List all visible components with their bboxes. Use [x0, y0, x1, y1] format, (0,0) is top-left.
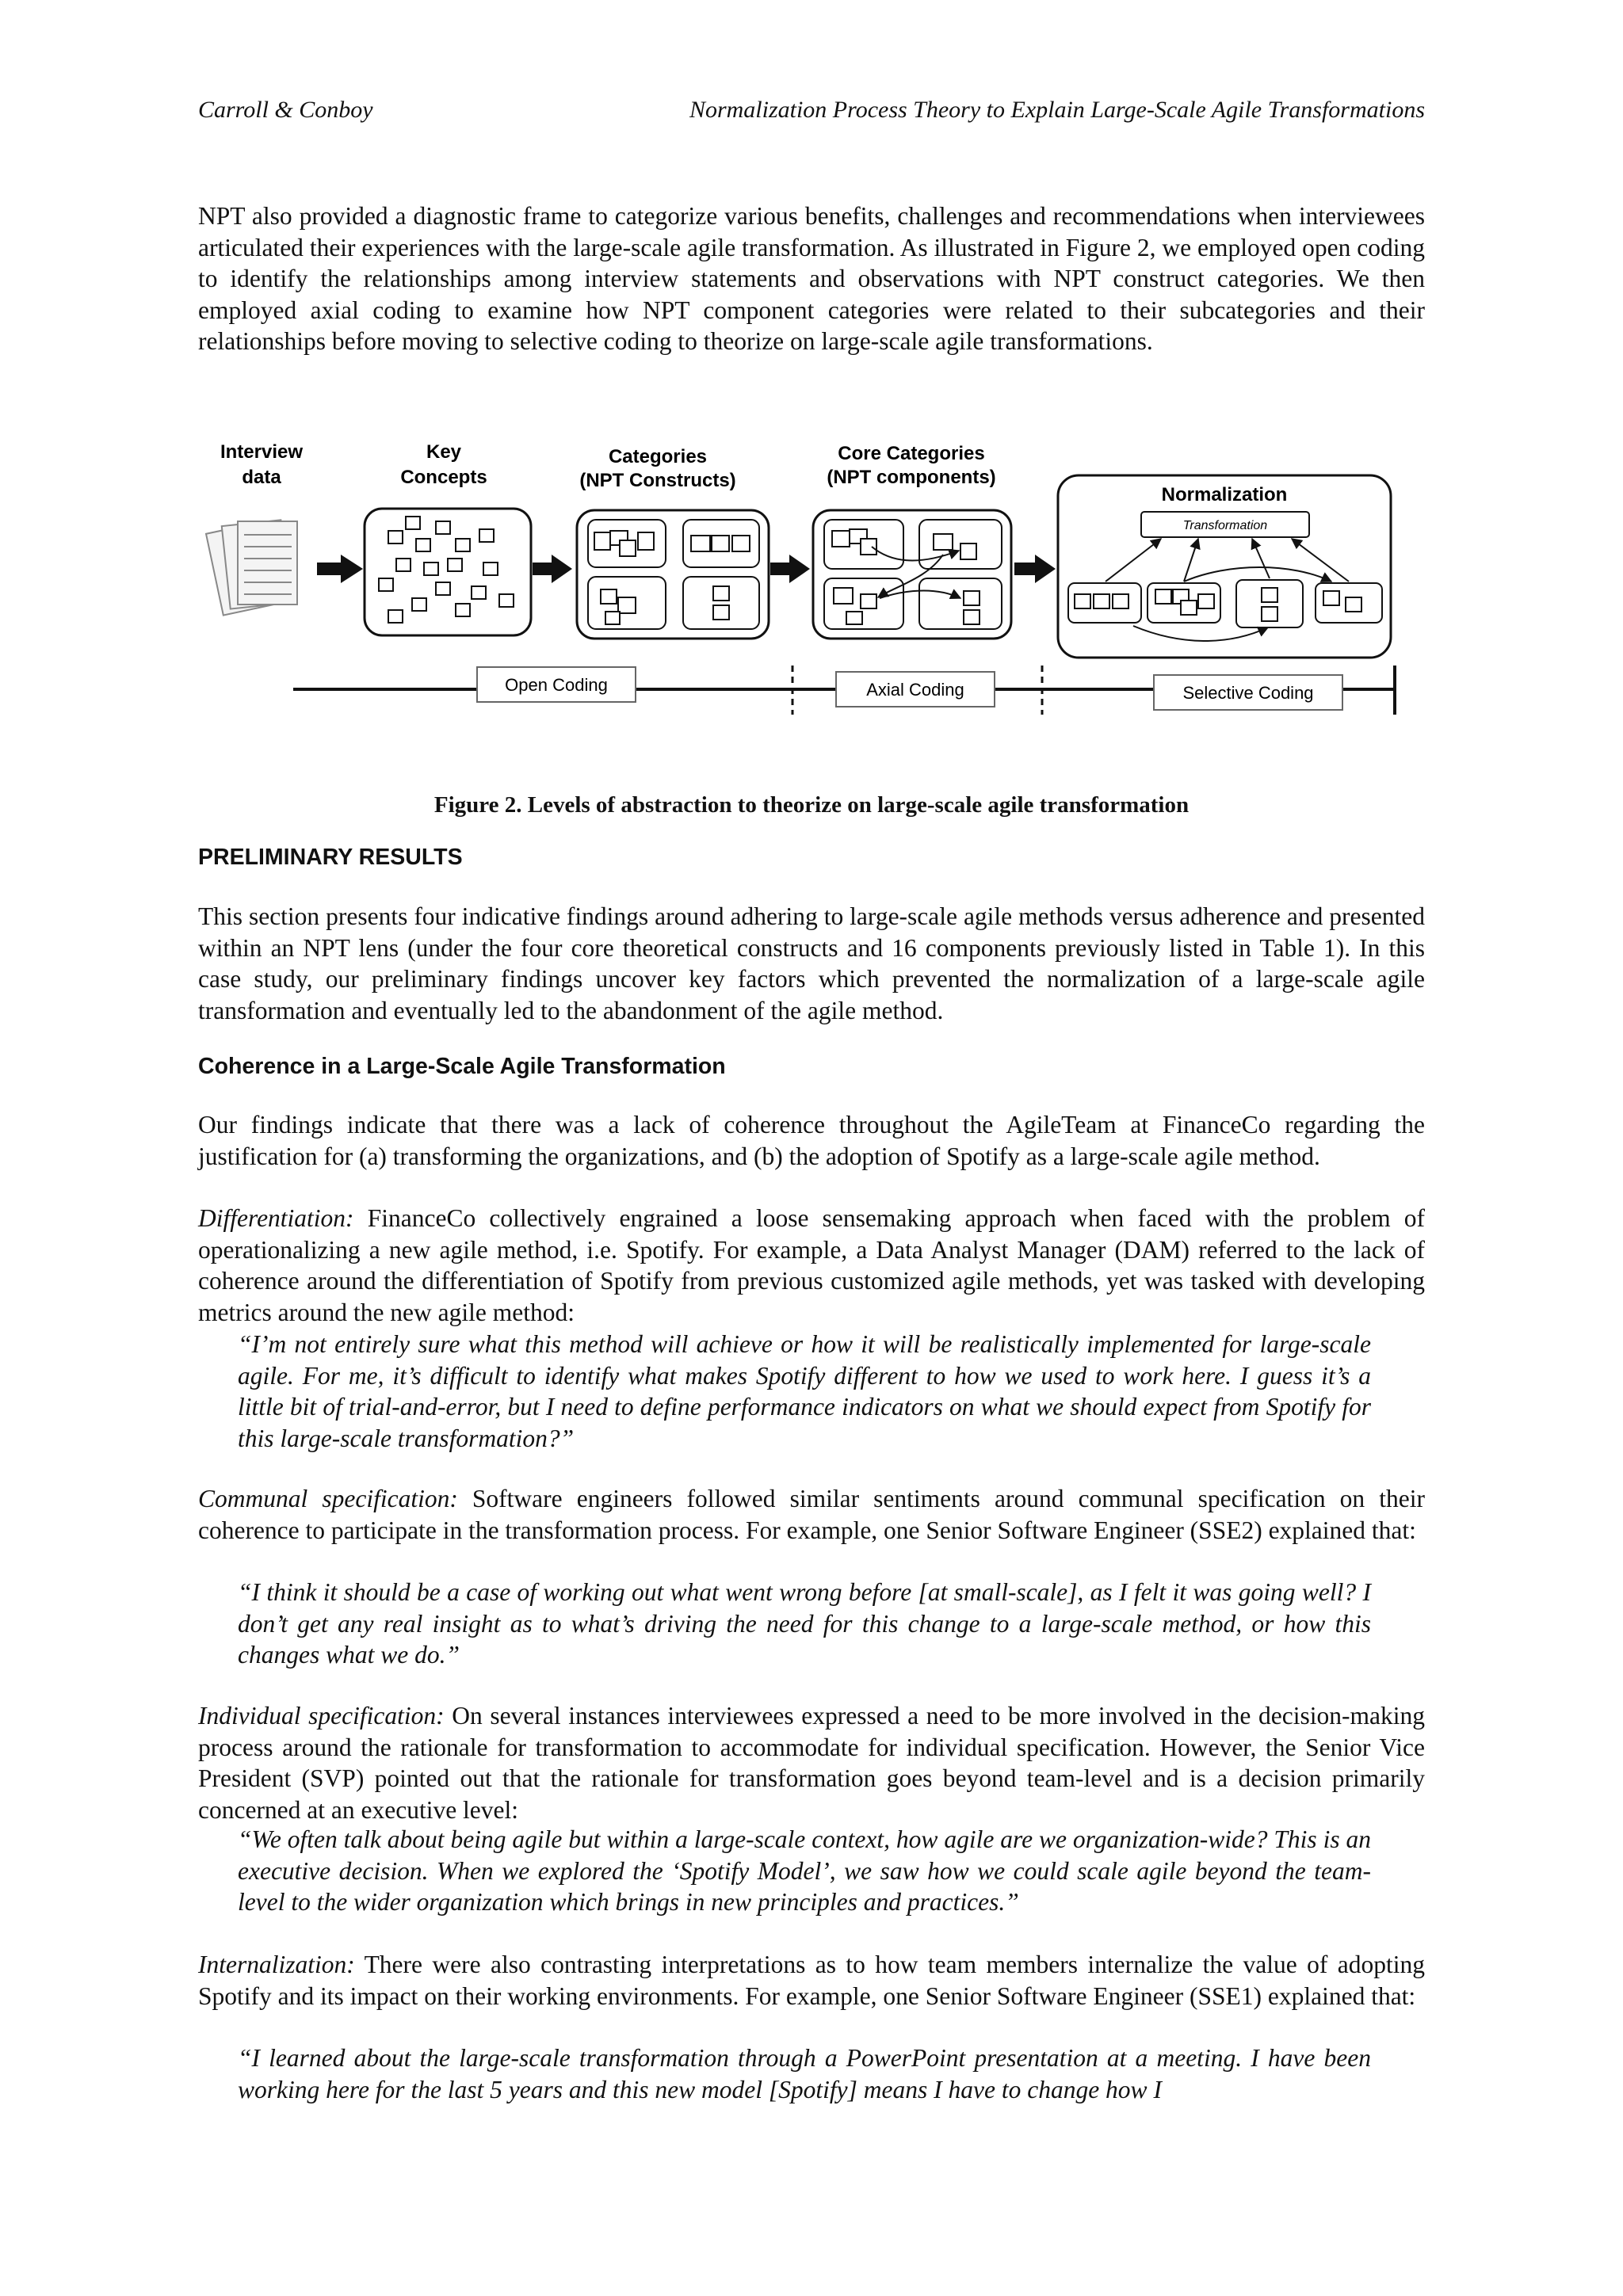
- header-authors: Carroll & Conboy: [198, 97, 373, 123]
- header-title: Normalization Process Theory to Explain Large-Scale Agile Transformations: [689, 97, 1425, 123]
- figure-2: [198, 428, 1425, 729]
- fig-label-selective-coding: Selective Coding: [1182, 683, 1314, 703]
- individual-text: On several instances interviewees expressed a need to be more involved in the decision-making process around the rationale for transformation to accommodate for individual specification. However, the Senior Vice President (SVP) pointed out that the rationale for transformation goes beyond team-level and is a decision primarily concerned at an executive level:: [198, 1702, 1425, 1824]
- communal-text: Software engineers followed similar sentiments around communal specification on their coherence to participate in the transformation process. For example, one Senior Software Engineer (SSE2) explained that:: [198, 1485, 1425, 1544]
- coherence-paragraph: Our findings indicate that there was a lack of coherence throughout the AgileTeam at FinanceCo regarding the justification for (a) transforming the organizations, and (b) the adoption of Spotify as a large-scale agile method.: [198, 1111, 1425, 1170]
- internalization-quote: “I learned about the large-scale transformation through a PowerPoint presentation at a meeting. I have been working here for the last 5 years and this new model [Spotify] means I have to change how I: [238, 2044, 1371, 2103]
- fig-label-core-1: Core Categories: [838, 443, 985, 464]
- fig-label-interview-1: Interview: [220, 441, 304, 463]
- internalization-paragraph: [198, 1949, 1425, 2012]
- running-header: [198, 97, 1425, 128]
- figure-diagram: [198, 428, 1425, 729]
- coherence-heading: Coherence in a Large-Scale Agile Transformation: [198, 1054, 726, 1079]
- differentiation-label: Differentiation:: [198, 1204, 354, 1232]
- fig-label-key-1: Key: [426, 441, 462, 463]
- fig-label-categories-2: (NPT Constructs): [579, 470, 736, 491]
- fig-label-transformation: Transformation: [1182, 519, 1268, 532]
- individual-paragraph: [198, 1700, 1425, 1825]
- fig-label-categories-1: Categories: [608, 446, 708, 467]
- differentiation-paragraph: [198, 1203, 1425, 1328]
- preliminary-heading: PRELIMINARY RESULTS: [198, 845, 463, 870]
- internalization-label: Internalization:: [198, 1951, 355, 1978]
- interview-papers-icon: [206, 520, 297, 615]
- communal-label: Communal specification:: [198, 1485, 458, 1512]
- differentiation-text: FinanceCo collectively engrained a loose sensemaking approach when faced with the problem of operationalizing a new agile method, i.e. Spotify. For example, a Data Analyst Manager (DAM) referred to the lack of coherence around the differentiation of Spotify from previous customized agile methods, yet was tasked with developing metrics around the new agile method:: [198, 1204, 1425, 1326]
- fig-label-open-coding: Open Coding: [505, 675, 608, 695]
- fig-label-axial-coding: Axial Coding: [866, 680, 964, 700]
- preliminary-paragraph: This section presents four indicative findings around adhering to large-scale agile methods versus adherence and presented within an NPT lens (under the four core theoretical constructs and 16 components previously listed in Table 1). In this case study, our preliminary findings uncover key factors which prevented the normalization of a large-scale agile transformation and eventually led to the abandonment of the agile method.: [198, 902, 1425, 1024]
- intro-paragraph: NPT also provided a diagnostic frame to categorize various benefits, challenges and recommendations when interviewees articulated their experiences with the large-scale agile transformation. As illustrated in Figure 2, we employed open coding to identify the relationships among interview statements and observations with NPT construct categories. We then employed axial coding to examine how NPT component categories were related to their subcategories and their relationships before moving to selective coding to theorize on large-scale agile transformations.: [198, 202, 1425, 355]
- fig-label-core-2: (NPT components): [827, 467, 996, 488]
- fig-label-key-2: Concepts: [400, 467, 487, 488]
- differentiation-quote: “I’m not entirely sure what this method will achieve or how it will be realistically implemented for large-scale agile. For me, it’s difficult to identify what makes Spotify different to how we used to work here. I guess it’s a little bit of trial-and-error, but I need to define performance indicators on what we should expect from Spotify for this large-scale transformation?”: [238, 1330, 1371, 1452]
- fig-label-interview-2: data: [242, 467, 281, 488]
- individual-quote: “We often talk about being agile but within a large-scale context, how agile are we organization-wide? This is an executive decision. When we explored the ‘Spotify Model’, we saw how we could scale agile beyond the team-level to the wider organization which brings in new principles and practices.”: [238, 1825, 1371, 1916]
- fig-label-normalization: Normalization: [1161, 484, 1288, 505]
- internalization-text: There were also contrasting interpretations as to how team members internalize the value of adopting Spotify and its impact on their working environments. For example, one Senior Software Engineer (SSE1) explained that:: [198, 1951, 1425, 2010]
- individual-label: Individual specification:: [198, 1702, 445, 1730]
- communal-paragraph: [198, 1483, 1425, 1546]
- communal-quote: “I think it should be a case of working out what went wrong before [at small-scale], as I felt it was going well? I don’t get any real insight as to what’s driving the need for this change to a large-scale method, or how this changes what we do.”: [238, 1578, 1371, 1669]
- figure-caption: Figure 2. Levels of abstraction to theorize on large-scale agile transformation: [433, 792, 1190, 818]
